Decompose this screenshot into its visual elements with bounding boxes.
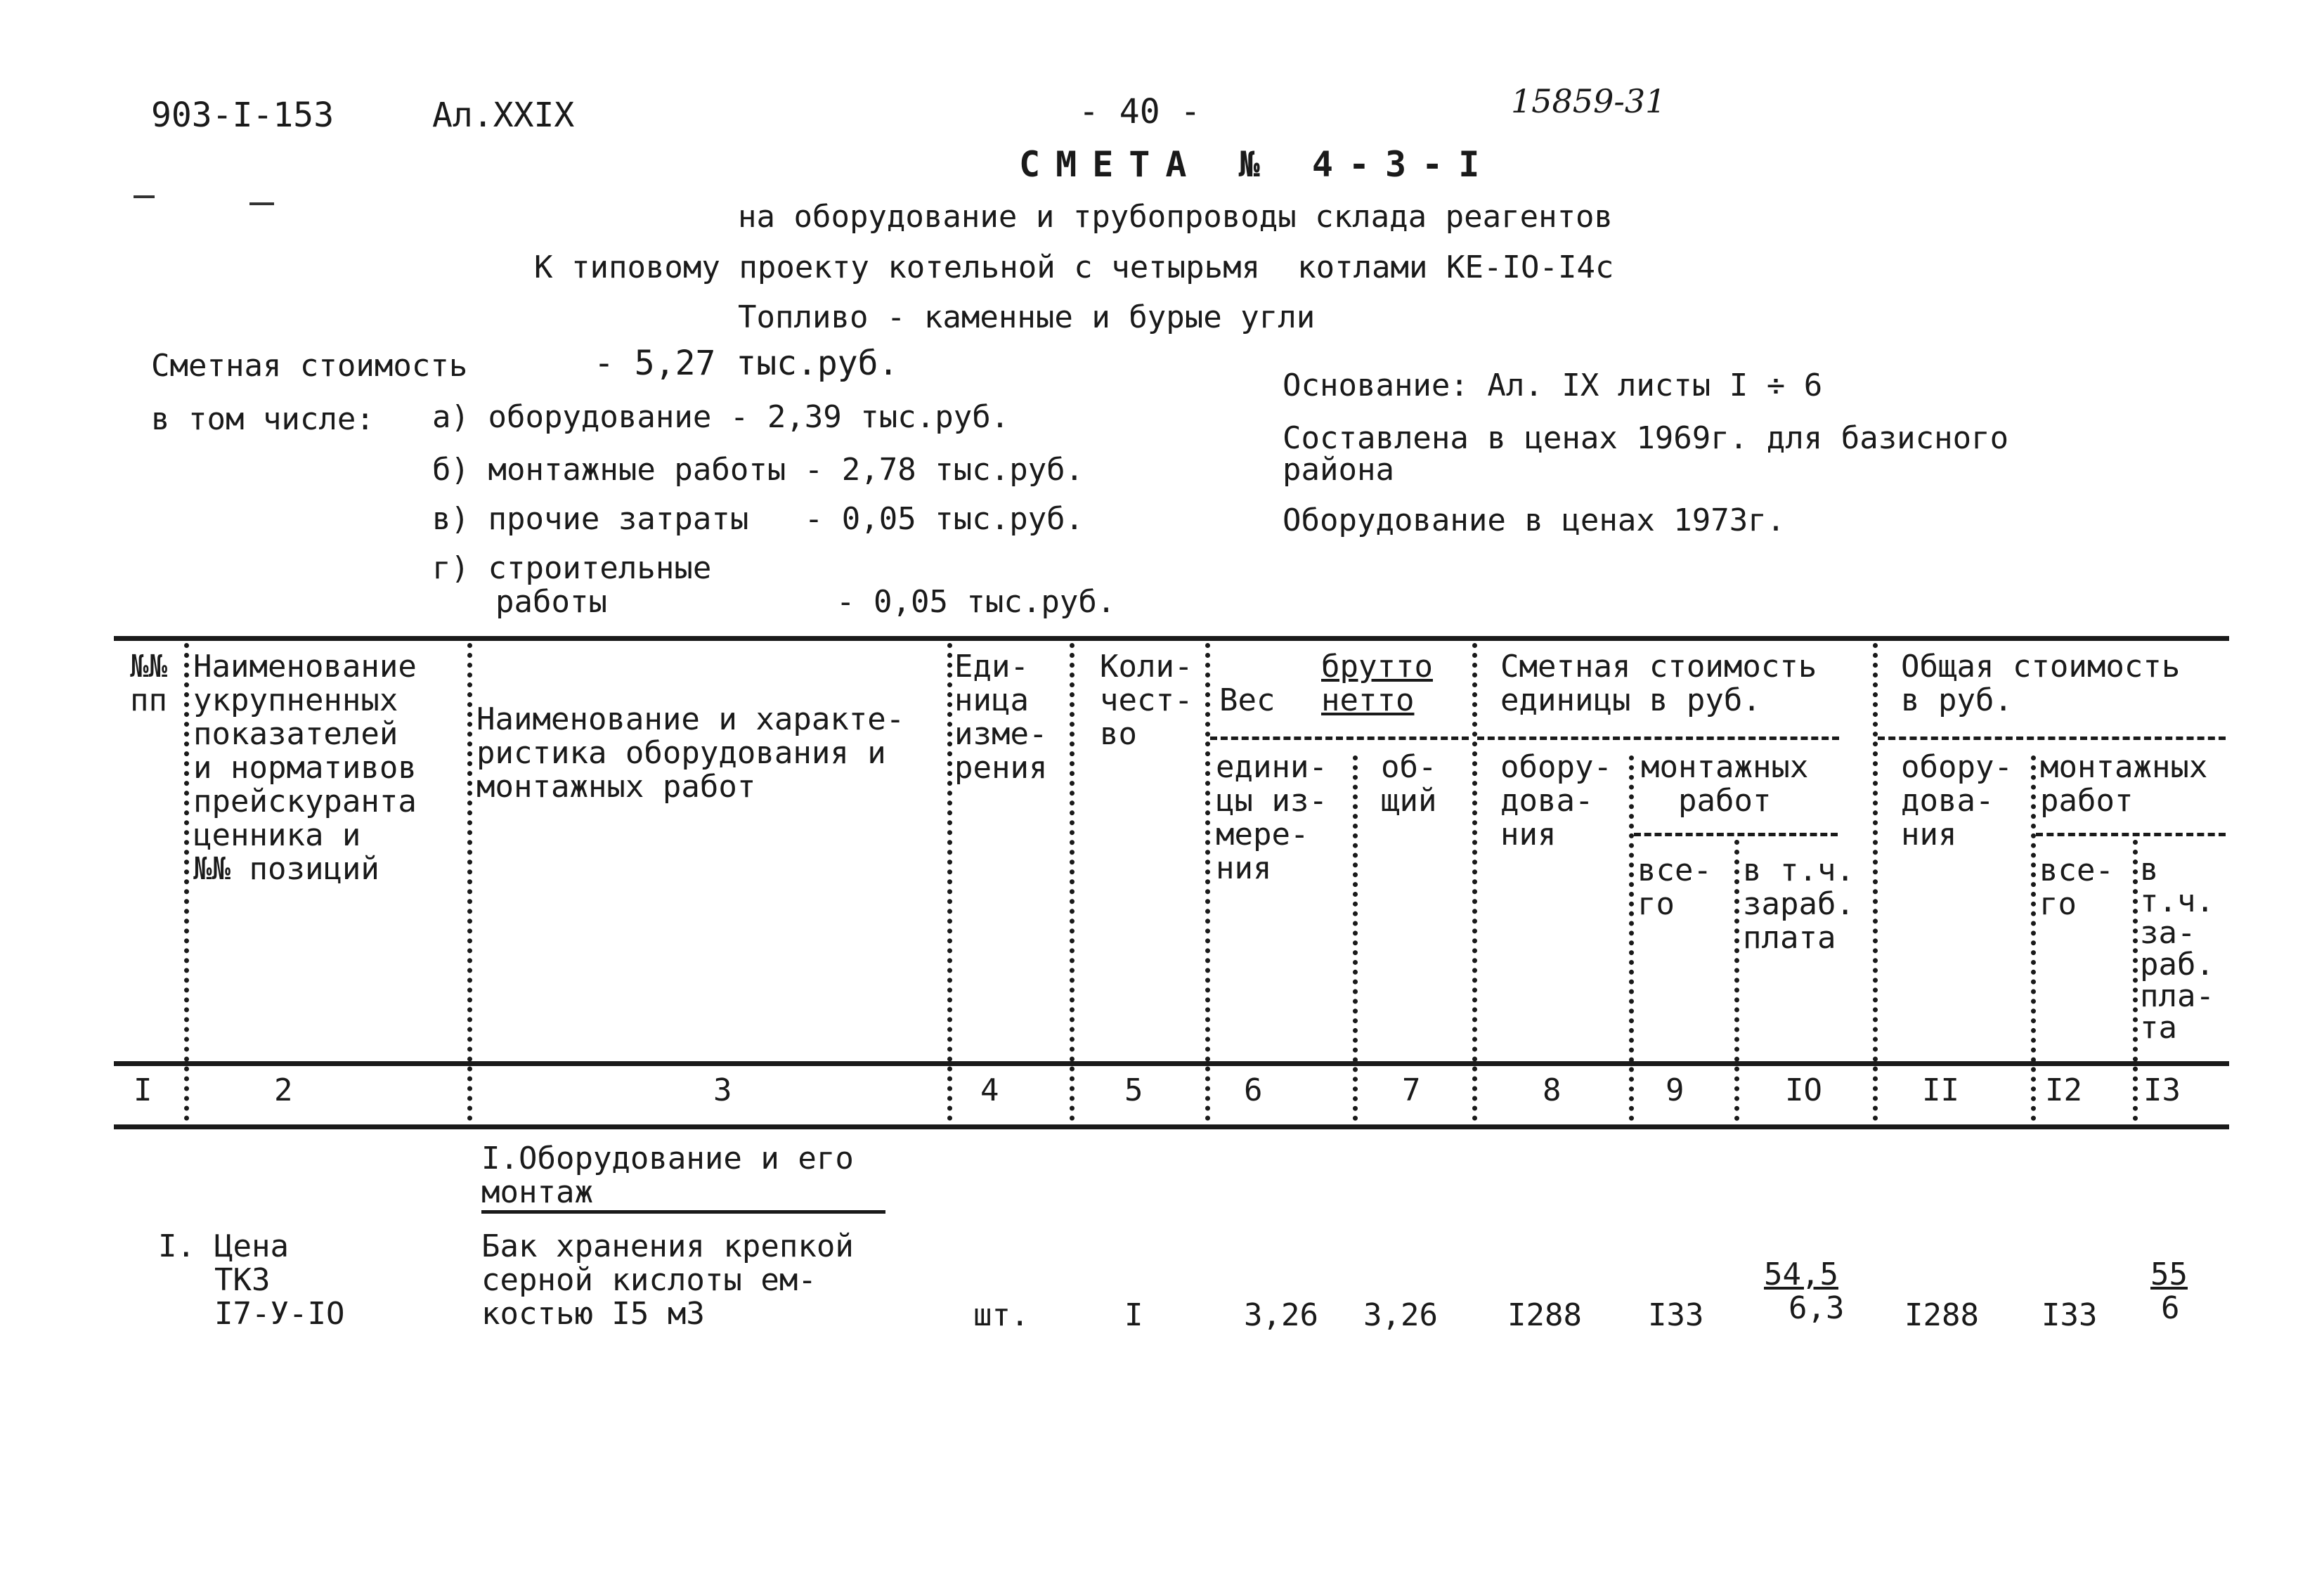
header-unit-equipment: обору- дова- ния	[1500, 749, 1612, 852]
column-number-2: 2	[274, 1072, 293, 1108]
including-label: в том числе:	[151, 401, 375, 437]
subheader-line	[1477, 736, 1839, 740]
header-total-install-total: все- го	[2039, 852, 2114, 922]
estimate-title: СМЕТА № 4-3-I	[1019, 144, 1495, 185]
cost-other: в) прочие затраты - 0,05 тыс.руб.	[432, 501, 1084, 537]
header-unit-installation: монтажных работ	[1641, 749, 1809, 819]
column-number-9: 9	[1666, 1072, 1684, 1108]
header-bottom-rule	[114, 1061, 2229, 1066]
col-divider	[1070, 643, 1075, 1121]
row-unit: шт.	[973, 1297, 1030, 1333]
header-quantity: Коли- чест- во	[1100, 649, 1193, 752]
subheader-line	[1878, 736, 2226, 740]
column-number-10: IO	[1785, 1072, 1822, 1108]
col-divider	[1205, 643, 1210, 1121]
header-netto: нетто	[1321, 682, 1415, 718]
subheader-line	[1634, 833, 1838, 836]
cost-construction-label: г) строительные	[432, 550, 712, 586]
column-number-11: II	[1922, 1072, 1959, 1108]
row-total-install-cost: I33	[2041, 1297, 2098, 1333]
cost-equipment: а) оборудование - 2,39 тыс.руб.	[432, 399, 1010, 435]
col-divider	[1734, 840, 1739, 1121]
cost-construction-value: - 0,05 тыс.руб.	[836, 584, 1116, 620]
header-equipment-description: Наименование и характе- ристика оборудования и монтажных работ	[476, 701, 905, 805]
archive-number: 15859-31	[1511, 82, 1666, 120]
header-unit-wage: в т.ч. зараб. плата	[1743, 852, 1855, 956]
column-number-6: 6	[1244, 1072, 1263, 1108]
column-number-1: I	[134, 1072, 152, 1108]
col-divider	[1873, 643, 1878, 1121]
table-top-rule	[114, 636, 2229, 641]
row-weight-total: 3,26	[1363, 1297, 1438, 1333]
header-unit-cost: Сметная стоимость единицы в руб.	[1500, 649, 1817, 718]
column-number-4: 4	[980, 1072, 999, 1108]
numbers-bottom-rule	[114, 1124, 2229, 1129]
row-unit-wage-top: 54,5	[1764, 1257, 1838, 1292]
column-number-7: 7	[1402, 1072, 1421, 1108]
margin-mark	[249, 202, 274, 205]
basis-line-2b: района	[1283, 452, 1394, 488]
section-title: I.Оборудование и его монтаж	[481, 1141, 854, 1210]
col-divider	[947, 643, 952, 1121]
header-total-equipment: обору- дова- ния	[1901, 749, 2013, 852]
album-label: Ал.XXIX	[432, 96, 575, 135]
col-divider	[2031, 755, 2036, 1121]
header-norm-name: Наименование укрупненных показателей и нормативов прейскуранта ценника и №№ позиций	[193, 649, 417, 887]
title-line-3: Топливо - каменные и бурые угли	[738, 299, 1316, 335]
header-weight: Вес	[1219, 682, 1275, 718]
column-number-8: 8	[1543, 1072, 1562, 1108]
cost-construction-label-2: работы	[495, 584, 607, 620]
header-weight-total: об- щий	[1381, 749, 1437, 819]
col-divider	[1472, 643, 1477, 1121]
header-total-installation: монтажных работ	[2040, 749, 2208, 819]
column-number-5: 5	[1124, 1072, 1143, 1108]
row-quantity: I	[1124, 1297, 1143, 1333]
header-unit-install-total: все- го	[1637, 852, 1712, 922]
title-line-1: на оборудование и трубопроводы склада реагентов	[738, 199, 1614, 235]
row-total-wage-bottom: 6	[2161, 1290, 2180, 1326]
col-divider	[1629, 755, 1634, 1121]
row-total-wage-top: 55	[2150, 1257, 2188, 1292]
column-number-13: I3	[2143, 1072, 2181, 1108]
subheader-line	[2036, 833, 2226, 836]
col-divider	[184, 643, 189, 1121]
title-line-2: К типовому проекту котельной с четырьмя котлами КЕ-IO-I4с	[534, 249, 1614, 285]
section-underline	[481, 1210, 885, 1214]
doc-code: 903-I-153	[151, 96, 335, 135]
header-total-cost: Общая стоимость в руб.	[1901, 649, 2181, 718]
page-number: - 40 -	[1079, 92, 1201, 131]
row-unit-wage-bottom: 6,3	[1789, 1290, 1845, 1326]
header-row-number: №№ пп	[130, 649, 167, 718]
basis-line-1: Основание: Ал. IX листы I ÷ 6	[1283, 368, 1823, 403]
col-divider	[1353, 755, 1358, 1121]
column-number-3: 3	[713, 1072, 732, 1108]
basis-line-3: Оборудование в ценах 1973г.	[1283, 502, 1786, 538]
cost-installation: б) монтажные работы - 2,78 тыс.руб.	[432, 452, 1084, 488]
row-weight-unit: 3,26	[1244, 1297, 1318, 1333]
header-unit: Еди- ница изме- рения	[954, 649, 1048, 786]
total-cost-label: Сметная стоимость	[151, 348, 468, 384]
header-total-wage: в т.ч. за- раб. пла- та	[2140, 852, 2214, 1046]
header-weight-per-unit: едини- цы из- мере- ния	[1216, 749, 1327, 886]
row-unit-install-cost: I33	[1648, 1297, 1704, 1333]
row-total-equipment-cost: I288	[1904, 1297, 1979, 1333]
col-divider	[467, 643, 472, 1121]
header-brutto: брутто	[1321, 649, 1433, 684]
row-equipment-name: Бак хранения крепкой серной кислоты ем- костью I5 м3	[481, 1228, 854, 1332]
row-number: I.	[158, 1228, 195, 1264]
column-number-12: I2	[2045, 1072, 2082, 1108]
basis-line-2: Составлена в ценах 1969г. для базисного	[1283, 420, 2009, 456]
subheader-line	[1210, 736, 1469, 740]
margin-mark	[134, 195, 155, 198]
row-unit-equipment-cost: I288	[1507, 1297, 1582, 1333]
col-divider	[2133, 840, 2138, 1121]
total-cost-value: - 5,27 тыс.руб.	[594, 344, 899, 383]
row-norm-code: Цена ТКЗ I7-У-IO	[214, 1228, 345, 1332]
